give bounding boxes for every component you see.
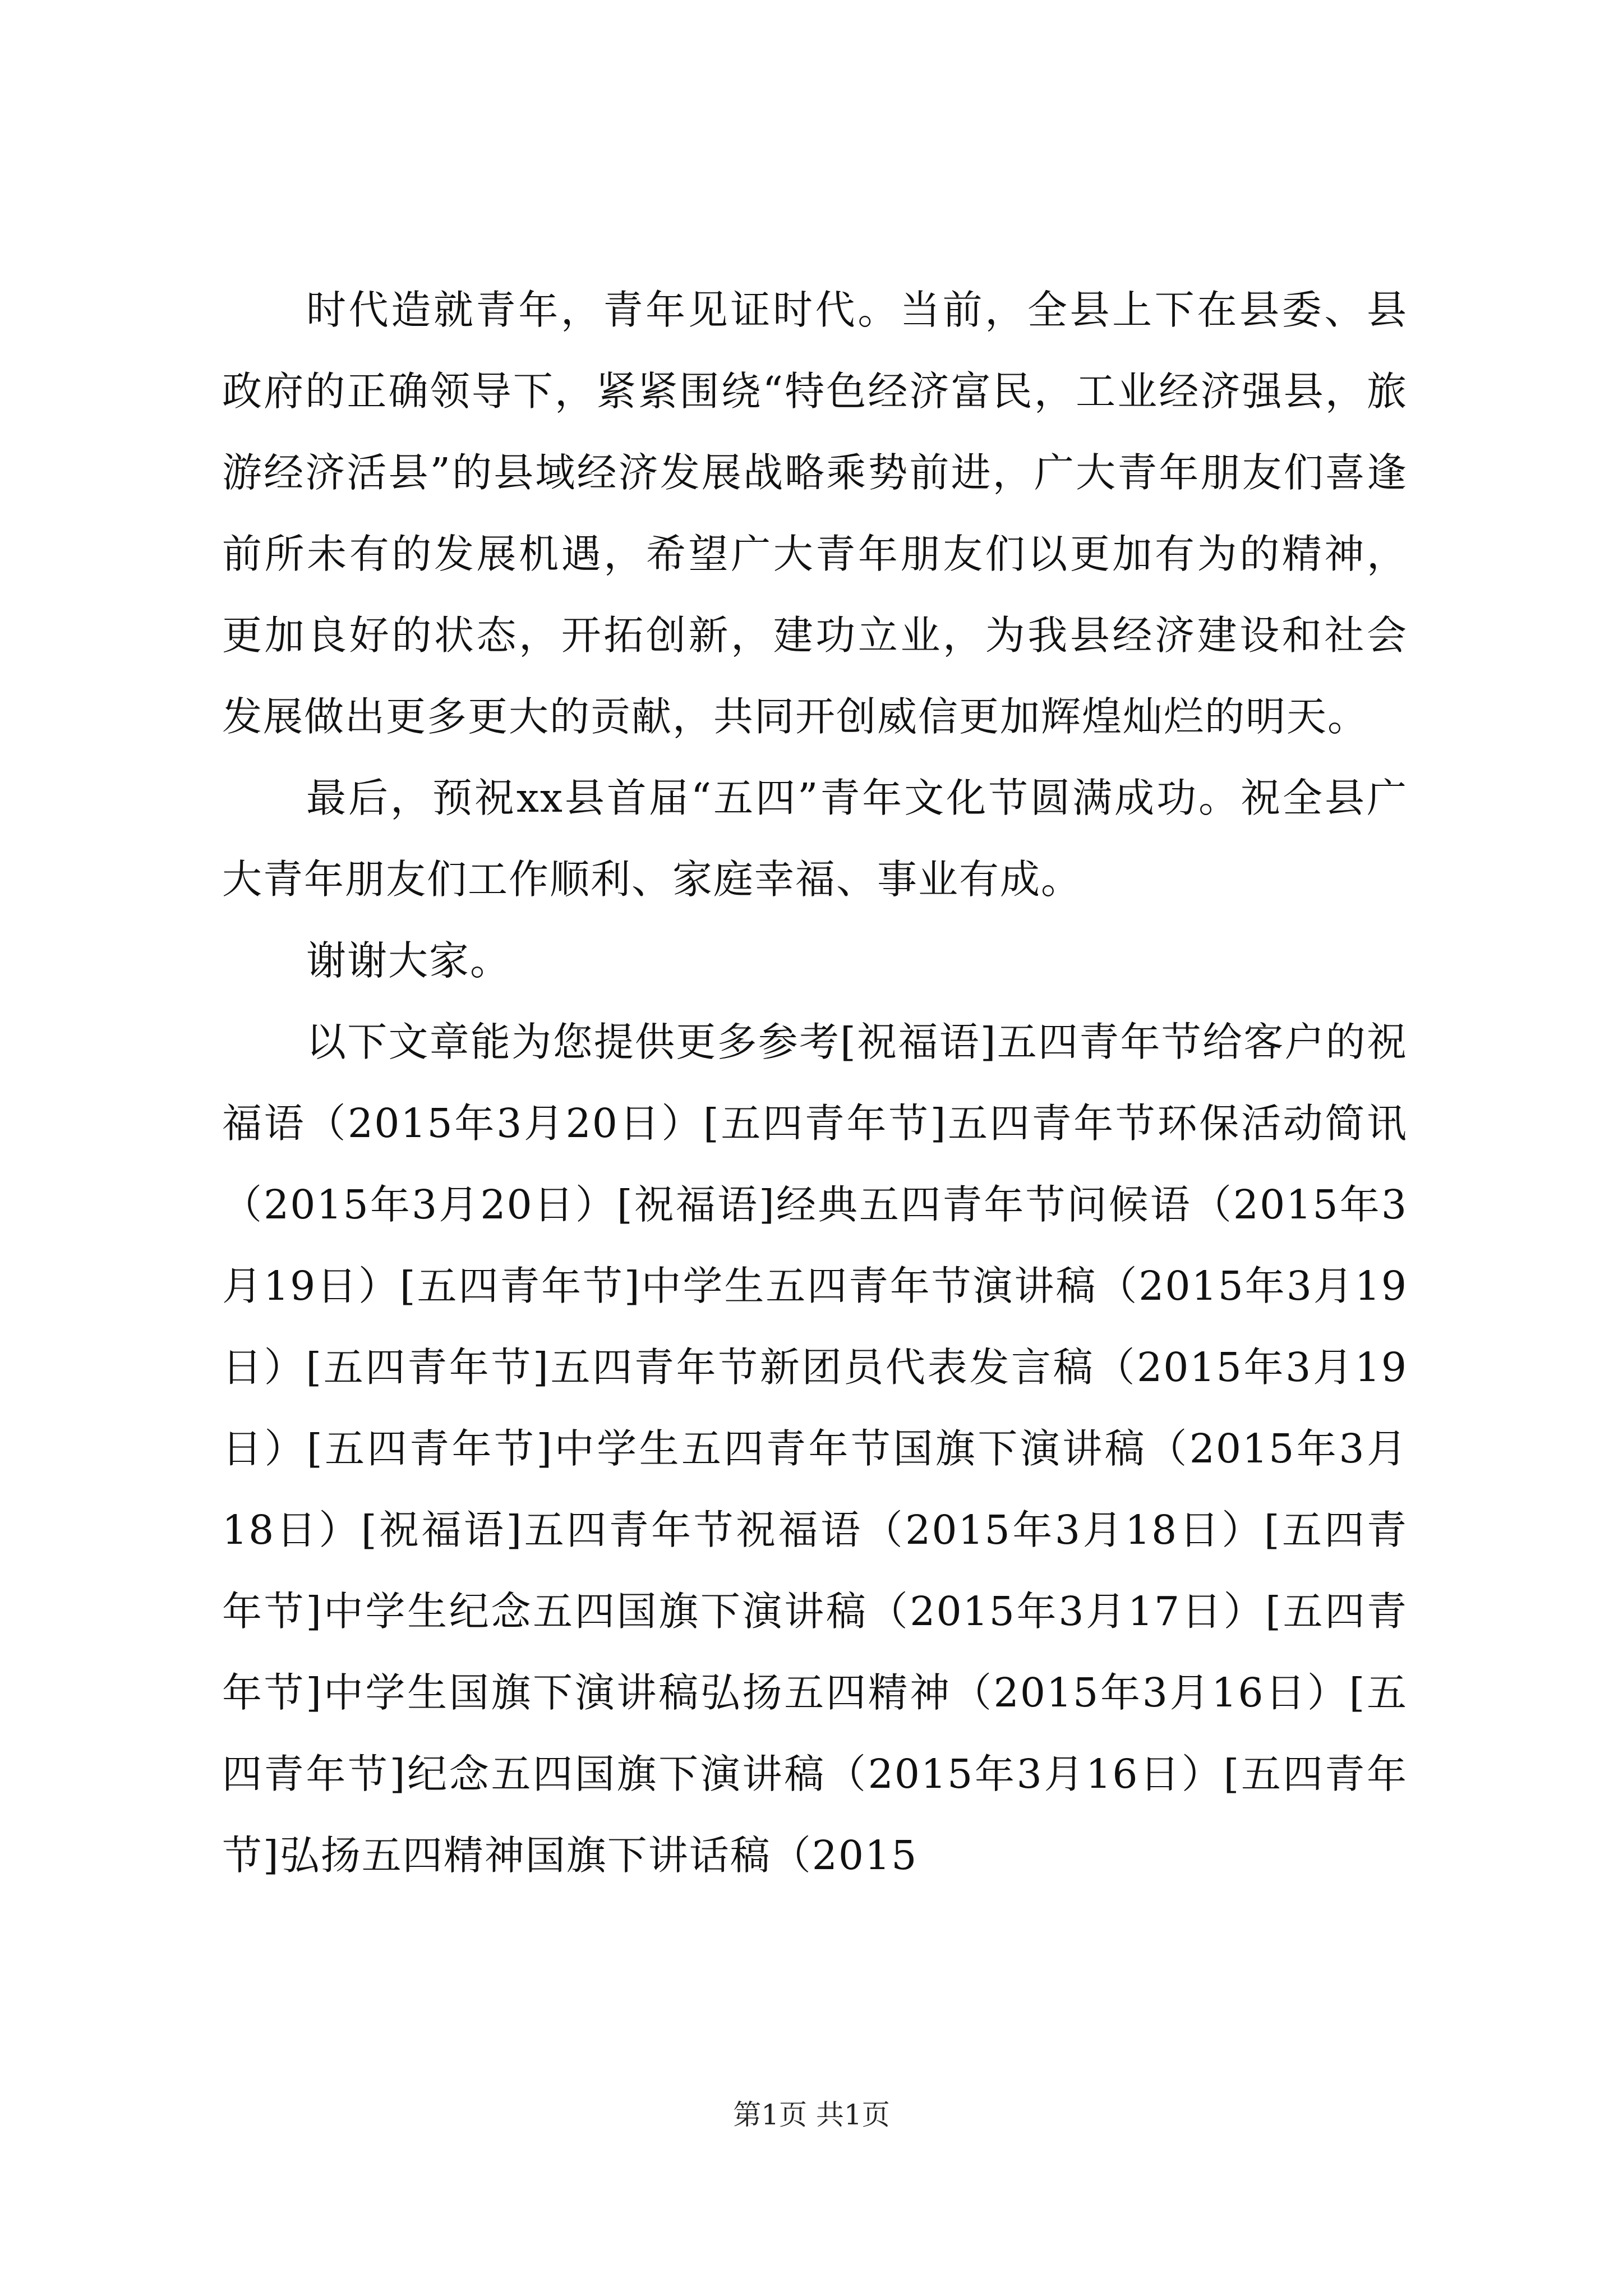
page-footer: 第1页 共1页 (733, 2099, 890, 2131)
document-body (222, 269, 1408, 1896)
paragraph: 最后，预祝xx县首届“五四”青年文化节圆满成功。祝全县广大青年朋友们工作顺利、家庭幸福、事业有成。 (222, 775, 1408, 903)
paragraph: 谢谢大家。 (306, 937, 511, 984)
paragraph: 时代造就青年，青年见证时代。当前，全县上下在县委、县政府的正确领导下，紧紧围绕“特色经济富民，工业经济强县，旅游经济活县”的县域经济发展战略乘势前进，广大青年朋友们喜逢前所未有的发展机遇，希望广大青年朋友们以更加有为的精神，更加良好的状态，开拓创新，建功立业，为我县经济建设和社会发展做出更多更大的贡献，共同开创威信更加辉煌灿烂的明天。 (222, 287, 1408, 740)
paragraph: 以下文章能为您提供更多参考[祝福语]五四青年节给客户的祝福语（2015年3月20日）[五四青年节]五四青年节环保活动简讯（2015年3月20日）[祝福语]经典五四青年节问候语（2015年3月19日）[五四青年节]中学生五四青年节演讲稿（2015年3月19日）[五四青年节]五四青年节新团员代表发言稿（2015年3月19日）[五四青年节]中学生五四青年节国旗下演讲稿（2015年3月18日）[祝福语]五四青年节祝福语（2015年3月18日）[五四青年节]中学生纪念五四国旗下演讲稿（2015年3月17日）[五四青年节]中学生国旗下演讲稿弘扬五四精神（2015年3月16日）[五四青年节]纪念五四国旗下演讲稿（2015年3月16日）[五四青年节]弘扬五四精神国旗下讲话稿（2015 (222, 1019, 1408, 1879)
